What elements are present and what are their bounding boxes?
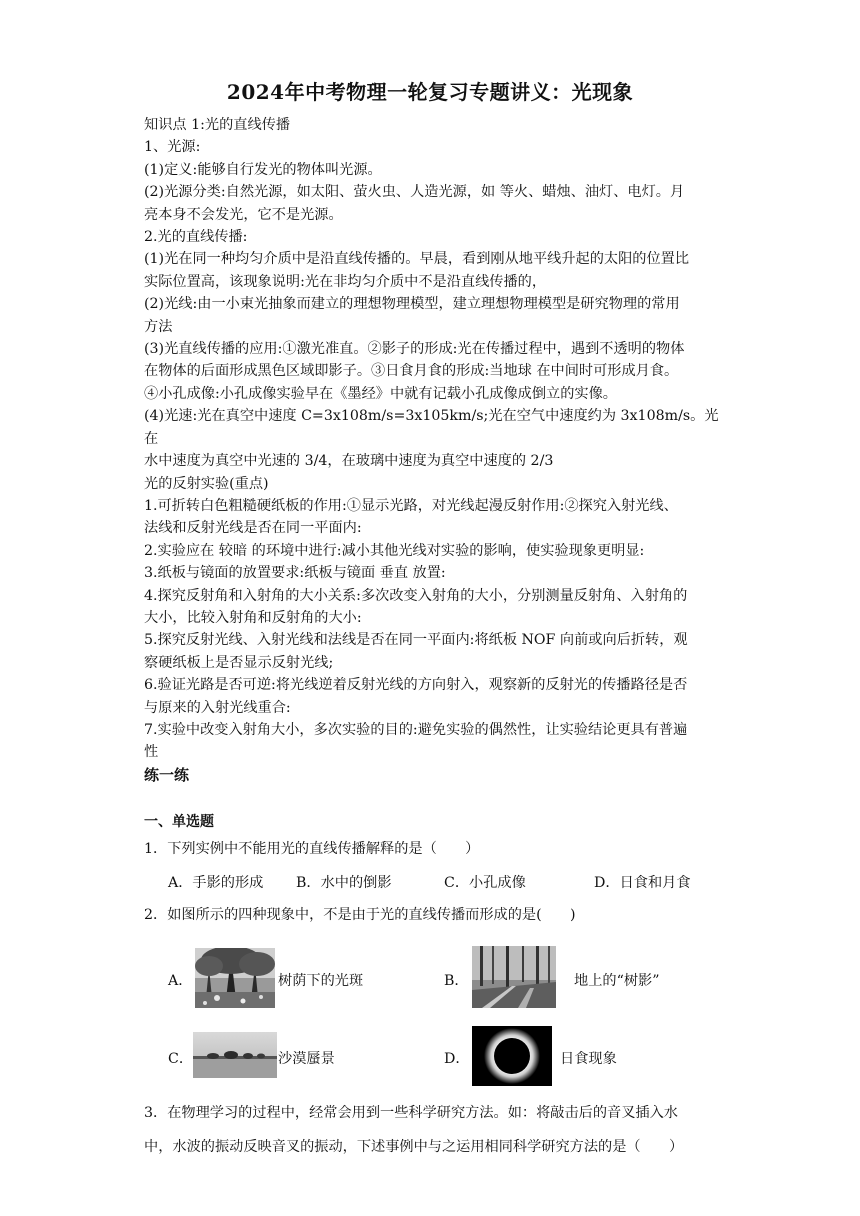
question-3-stem — [144, 1096, 722, 1164]
text-line: 实际位置高，该现象说明:光在非均匀介质中不是沿直线传播的， — [144, 273, 547, 290]
option-d-letter: D． — [444, 1051, 470, 1067]
text-line: (4)光速:光在真空中速度 C=3x108m/s=3x105km/s;光在空气中速度约为 3x108m/s。光在 — [144, 408, 719, 447]
text-line: 7.实验中改变入射角大小，多次实验的目的:避免实验的偶然性，让实验结论更具有普遍 — [144, 721, 688, 738]
text-line: 方法 — [144, 318, 173, 335]
text-line: 1.可折转白色粗糙硬纸板的作用:①显示光路，对光线起漫反射作用:②探究入射光线、 — [144, 497, 678, 514]
option-c: C．小孔成像 — [444, 875, 526, 891]
question-1-stem: 1．下列实例中不能用光的直线传播解释的是（ ） — [144, 841, 480, 857]
text-line: 与原来的入射光线重合: — [144, 699, 291, 716]
option-a-letter: A． — [168, 973, 193, 989]
text-line: 3.纸板与镜面的放置要求:纸板与镜面 垂直 放置: — [144, 565, 446, 582]
tree-shade-photo — [195, 948, 275, 1008]
text-line: 大小，比较入射角和反射角的大小: — [144, 609, 362, 626]
text-line: 1、光源: — [144, 139, 201, 156]
lecture-notes — [144, 114, 722, 764]
option-d-text: 日食现象 — [560, 1051, 617, 1067]
text-line: (1)定义:能够自行发光的物体叫光源。 — [144, 161, 382, 178]
text-line: 光的反射实验(重点) — [144, 475, 269, 492]
text-line: (2)光线:由一小束光抽象而建立的理想物理模型，建立理想物理模型是研究物理的常用 — [144, 296, 680, 313]
option-a: A．手影的形成 — [168, 875, 264, 891]
text-line: 察硬纸板上是否显示反射光线; — [144, 654, 334, 671]
text-line: 法线和反射光线是否在同一平面内: — [144, 520, 362, 537]
text-line: 在物体的后面形成黑色区域即影子。③日食月食的形成:当地球 在中间时可形成月食。 — [144, 363, 679, 380]
text-line: 2.实验应在 较暗 的环境中进行:减小其他光线对实验的影响，使实验现象更明显: — [144, 542, 645, 559]
text-line: 性 — [144, 744, 159, 761]
text-line: ④小孔成像:小孔成像实验早在《墨经》中就有记载小孔成像成倒立的实像。 — [144, 385, 617, 402]
text-line: 亮本身不会发光，它不是光源。 — [144, 206, 343, 223]
option-b: B．水中的倒影 — [296, 875, 392, 891]
text-line: (3)光直线传播的应用:①激光准直。②影子的形成:光在传播过程中，遇到不透明的物体 — [144, 341, 685, 358]
document-title: 2024年中考物理一轮复习专题讲义：光现象 — [226, 80, 634, 104]
option-c-text: 沙漠蜃景 — [278, 1051, 335, 1067]
option-a-text: 树荫下的光斑 — [278, 973, 364, 989]
section-heading: 一、单选题 — [144, 814, 214, 830]
tree-shadow-photo — [472, 946, 556, 1008]
solar-eclipse-photo — [472, 1026, 552, 1086]
practice-heading: 练一练 — [144, 766, 190, 784]
question-2-stem: 2．如图所示的四种现象中，不是由于光的直线传播而形成的是( ) — [144, 907, 576, 923]
option-b-text: 地上的“树影” — [574, 973, 660, 989]
text-line: 5.探究反射光线、入射光线和法线是否在同一平面内:将纸板 NOF 向前或向后折转，观 — [144, 632, 688, 649]
text-line: (2)光源分类:自然光源，如太阳、萤火虫、人造光源，如 等火、蜡烛、油灯、电灯。月 — [144, 184, 685, 201]
text-line: 2.光的直线传播: — [144, 229, 248, 246]
option-b-letter: B． — [444, 973, 469, 989]
desert-mirage-photo — [193, 1032, 277, 1078]
text-line: 水中速度为真空中光速的 3/4，在玻璃中速度为真空中速度的 2/3 — [144, 453, 554, 470]
question-3-line: 中，水波的振动反映音叉的振动，下述事例中与之运用相同科学研究方法的是（ ） — [144, 1139, 684, 1155]
option-d: D．日食和月食 — [594, 875, 691, 891]
question-3-line: 3．在物理学习的过程中，经常会用到一些科学研究方法。如：将敲击后的音叉插入水 — [144, 1105, 678, 1121]
text-line: 知识点 1:光的直线传播 — [144, 117, 291, 133]
text-line: (1)光在同一种均匀介质中是沿直线传播的。早晨，看到刚从地平线升起的太阳的位置比 — [144, 251, 690, 268]
text-line: 4.探究反射角和入射角的大小关系:多次改变入射角的大小，分别测量反射角、入射角的 — [144, 587, 688, 604]
text-line: 6.验证光路是否可逆:将光线逆着反射光线的方向射入，观察新的反射光的传播路径是否 — [144, 677, 688, 694]
option-c-letter: C． — [168, 1051, 194, 1067]
